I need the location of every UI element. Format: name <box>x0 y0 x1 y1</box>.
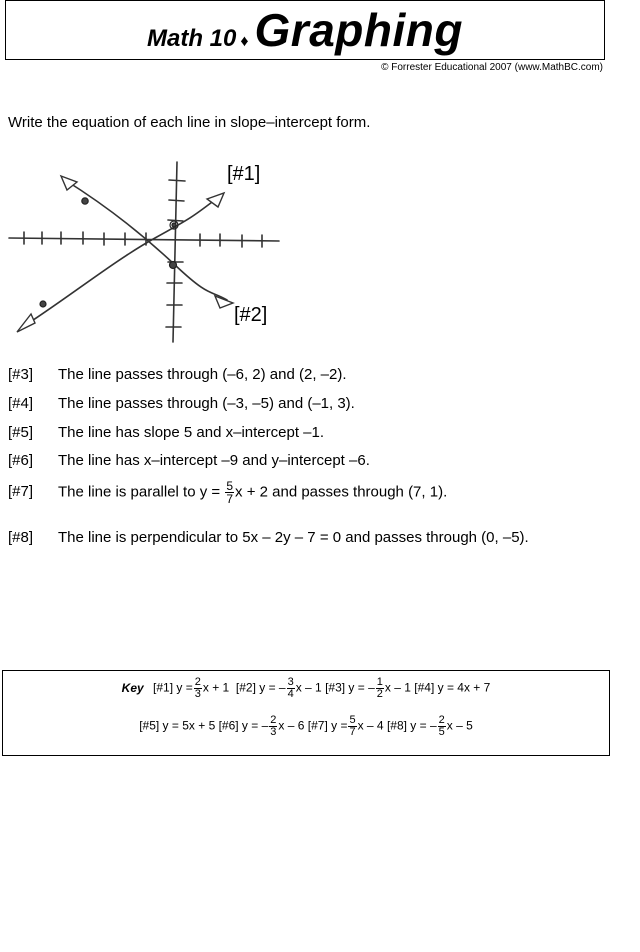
fraction <box>287 677 295 700</box>
denominator: 4 <box>287 688 294 700</box>
problem-4 <box>8 395 355 412</box>
problem-5 <box>8 424 324 441</box>
problem-text-end: x + 2 and passes through (7, 1). <box>235 483 448 501</box>
arrow-head-icon <box>17 314 35 332</box>
point-marker <box>172 223 176 227</box>
answer-text: [#5] y = 5x + 5 [#6] y = – <box>139 718 269 733</box>
problem-text: The line has x–intercept –9 and y–intercept –6. <box>58 452 370 469</box>
numerator: 5 <box>349 714 356 726</box>
problem-number: [#4] <box>8 395 34 412</box>
answer-text: x – 4 <box>357 718 384 733</box>
denominator: 2 <box>376 688 383 700</box>
line-1 <box>21 196 220 328</box>
numerator: 5 <box>226 479 234 493</box>
answer-key-line-2 <box>3 715 609 738</box>
problem-text-start: The line is parallel to y = <box>58 483 221 501</box>
denominator: 5 <box>438 726 445 738</box>
y-axis <box>173 162 177 342</box>
problem-7 <box>8 480 447 505</box>
denominator: 7 <box>349 726 356 738</box>
answer-text: x + 1 <box>202 680 230 695</box>
problem-number: [#7] <box>8 483 34 501</box>
fraction <box>225 480 234 505</box>
denominator: 3 <box>270 726 277 738</box>
problem-3 <box>8 366 347 383</box>
denominator: 3 <box>194 688 201 700</box>
page-title <box>6 3 604 57</box>
problem-number: [#8] <box>8 529 34 546</box>
title-course: Math 10 <box>147 25 237 52</box>
arrow-head-icon <box>61 176 77 190</box>
point-marker <box>82 198 88 204</box>
problem-text: The line passes through (–6, 2) and (2, –2). <box>58 366 347 383</box>
graph-label-2: [#2] <box>234 304 268 326</box>
key-label: Key <box>121 680 144 695</box>
answer-text: [#2] y = – <box>235 680 286 695</box>
answer-text: x – 1 <box>384 680 411 695</box>
numerator: 3 <box>287 676 294 688</box>
point-marker <box>40 301 46 307</box>
point-marker <box>170 262 177 269</box>
problem-number: [#6] <box>8 452 34 469</box>
hand-drawn-graph <box>5 150 290 345</box>
fraction <box>376 677 384 700</box>
problem-text: The line is perpendicular to 5x – 2y – 7 = 0 and passes through (0, –5). <box>58 529 529 546</box>
answer-text: [#8] y = – <box>386 718 437 733</box>
fraction <box>438 715 446 738</box>
answer-key <box>2 670 610 756</box>
problem-text: The line passes through (–3, –5) and (–1, 3). <box>58 395 355 412</box>
denominator: 7 <box>226 492 234 506</box>
answer-text: x – 5 <box>446 718 473 733</box>
numerator: 2 <box>270 714 277 726</box>
copyright-notice: © Forrester Educational 2007 (www.MathBC.com) <box>381 62 603 73</box>
answer-text: x – 6 <box>278 718 305 733</box>
answer-text: x – 1 <box>295 680 322 695</box>
answer-text: [#7] y = <box>307 718 348 733</box>
fraction <box>194 677 202 700</box>
fraction <box>269 715 277 738</box>
problem-text: The line has slope 5 and x–intercept –1. <box>58 424 325 441</box>
graph-label-1: [#1] <box>227 163 261 185</box>
fraction <box>348 715 356 738</box>
answer-key-line-1 <box>3 677 609 700</box>
header-box <box>5 0 605 60</box>
problem-number: [#3] <box>8 366 34 383</box>
instruction-text: Write the equation of each line in slope–intercept form. <box>8 114 371 131</box>
answer-text: [#1] y = <box>153 680 193 695</box>
answer-text: [#3] y = – <box>325 680 375 695</box>
problem-number: [#5] <box>8 424 34 441</box>
problem-8 <box>8 529 529 546</box>
numerator: 2 <box>194 676 201 688</box>
answer-text: [#4] y = 4x + 7 <box>414 680 491 695</box>
diamond-icon: ♦ <box>240 33 249 50</box>
problem-6 <box>8 452 370 469</box>
numerator: 1 <box>376 676 383 688</box>
title-topic: Graphing <box>254 4 463 56</box>
numerator: 2 <box>438 714 445 726</box>
